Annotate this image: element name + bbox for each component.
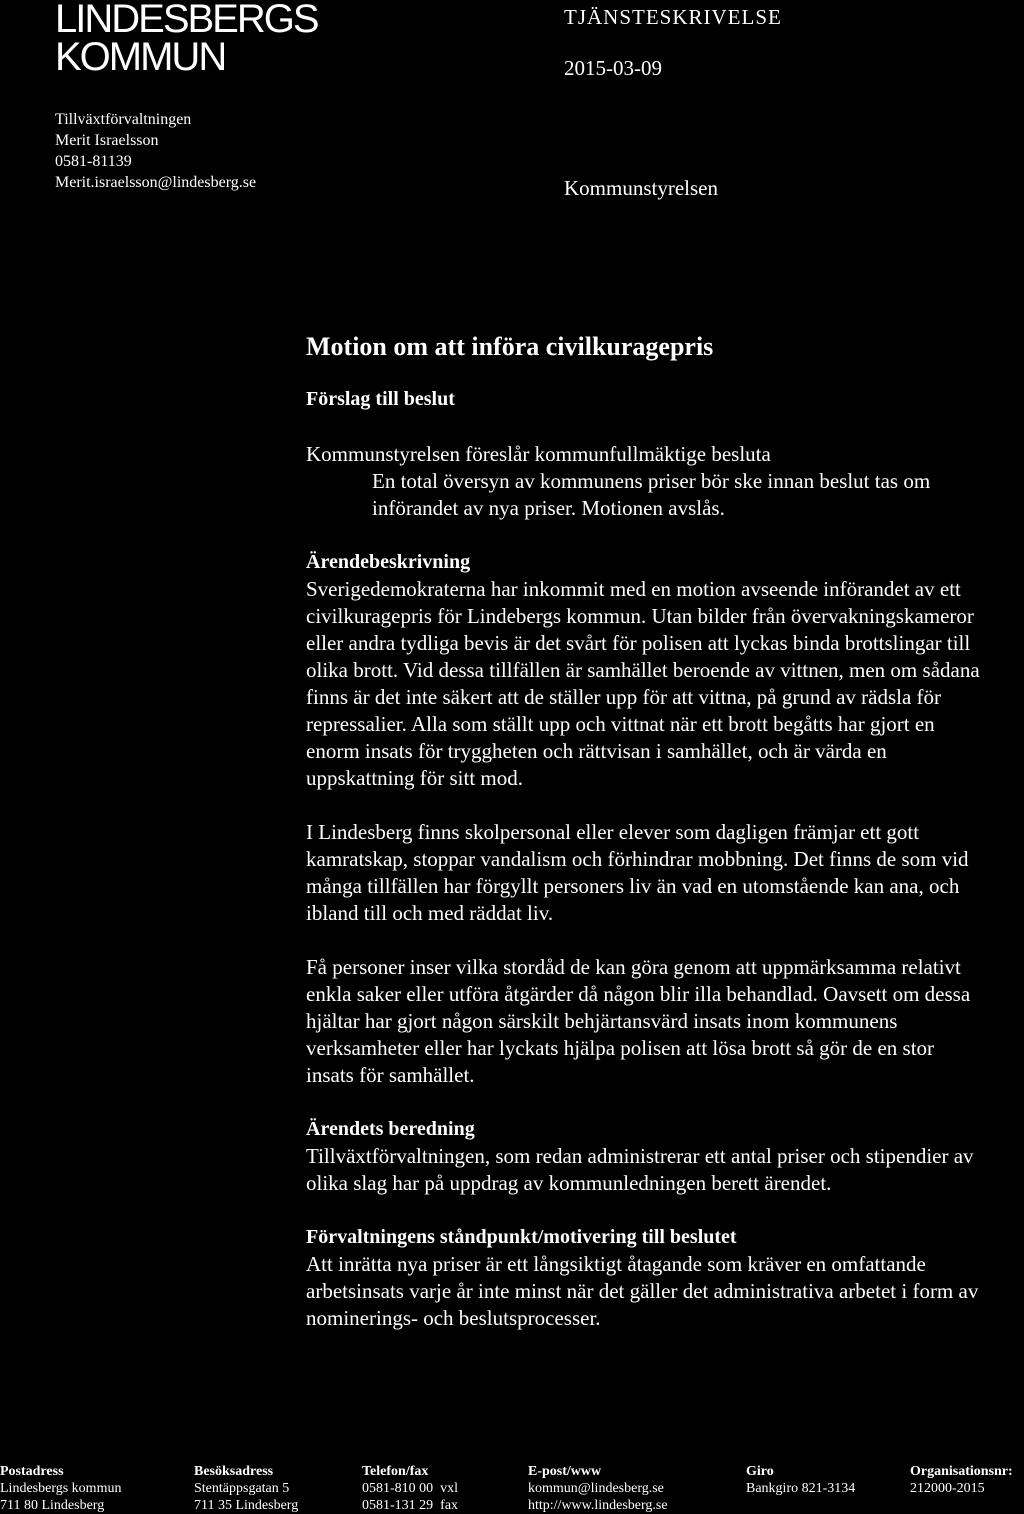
footer-giro-line1: Bankgiro 821-3134 [746,1481,856,1496]
footer-org [910,1463,1013,1497]
footer-email-link[interactable]: kommun@lindesberg.se [528,1481,664,1496]
document-body [306,330,986,1332]
footer-org-heading: Organisationsnr: [910,1464,1013,1479]
footer-web [528,1463,668,1514]
footer-postal-heading: Postadress [0,1464,64,1479]
footer-phone-heading: Telefon/fax [362,1464,429,1479]
footer-visit [194,1463,298,1514]
logo-line2: KOMMUN [55,35,226,79]
proposal-text: En total översyn av kommunens priser bör ske innan beslut tas om införandet av nya priser. Motionen avslås. [372,469,931,520]
position-heading: Förvaltningens ståndpunkt/motivering till beslutet [306,1226,737,1248]
municipality-logo [55,0,318,79]
sender-email: Merit.israelsson@lindesberg.se [55,174,257,191]
footer-website-link[interactable]: http://www.lindesberg.se [528,1498,668,1513]
position-text: Att inrätta nya priser är ett långsiktigt åtagande som kräver en omfattande arbetsinsats varje år inte minst när det gäller det administrativa arbetet i form av nominerings- och beslutsprocesser. [306,1252,979,1330]
footer-org-line1: 212000-2015 [910,1481,985,1496]
preparation-heading: Ärendets beredning [306,1118,475,1140]
footer-postal-line1: Lindesbergs kommun [0,1481,122,1496]
proposal-intro: Kommunstyrelsen föreslår kommunfullmäktige besluta [306,442,771,466]
sender-department: Tillväxtförvaltningen [55,111,192,128]
description-paragraph-3: Få personer inser vilka stordåd de kan göra genom att uppmärksamma relativt enkla saker eller utföra åtgärder då någon blir illa behandlad. Oavsett om dessa hjältar har gjort någon särskilt behjärtansvärd insats inom kommunens verksamheter eller har lyckats hjälpa polisen att lösa brott så gör de en stor insats för samhället. [306,955,971,1087]
footer-postal [0,1463,121,1514]
footer-visit-line2: 711 35 Lindesberg [194,1498,299,1513]
description-heading: Ärendebeskrivning [306,551,471,573]
footer-web-heading: E-post/www [528,1464,602,1479]
description-paragraph-1: Sverigedemokraterna har inkommit med en motion avseende införandet av ett civilkuragepris för Lindebergs kommun. Utan bilder från övervakningskameror eller andra tydliga bevis är det svårt för polisen att lyckas binda brottslingar till olika brott. Vid dessa tillfällen är samhället beroende av vittnen, men om sådana finns är det inte säkert att de ställer upp för att vittna, på grund av rädsla för repressalier. Alla som ställt upp och vittnat när ett brott begåtts har gjort en enorm insats för tryggheten och rättvisan i samhället, och är värda en uppskattning för sitt mod. [306,577,980,790]
logo-line1: LINDESBERGS [55,0,318,41]
footer-postal-line2: 711 80 Lindesberg [0,1498,105,1513]
footer-phone-line2: 0581-131 29 fax [362,1498,459,1513]
sender-block [55,109,256,193]
footer-visit-line1: Stentäppsgatan 5 [194,1481,290,1496]
sender-name: Merit Israelsson [55,132,159,149]
document-type: TJÄNSTESKRIVELSE [564,5,782,29]
proposal-heading: Förslag till beslut [306,388,455,410]
footer-phone [362,1463,458,1514]
document-title: Motion om att införa civilkuragepris [306,332,714,361]
preparation-text: Tillväxtförvaltningen, som redan administrerar ett antal priser och stipendier av olika slag har på uppdrag av kommunledningen berett ärendet. [306,1144,974,1195]
description-paragraph-2: I Lindesberg finns skolpersonal eller elever som dagligen främjar ett gott kamratskap, stoppar vandalism och förhindrar mobbning. Det finns de som vid många tillfällen har förgyllt personers liv än vad en utomstående kan ana, och ibland till och med räddat liv. [306,820,969,925]
sender-phone: 0581-81139 [55,153,132,170]
footer-giro [746,1463,855,1497]
footer-visit-heading: Besöksadress [194,1464,274,1479]
footer-phone-line1: 0581-810 00 vxl [362,1481,459,1496]
document-date: 2015-03-09 [564,56,662,80]
recipient: Kommunstyrelsen [564,176,718,200]
footer-giro-heading: Giro [746,1464,774,1479]
